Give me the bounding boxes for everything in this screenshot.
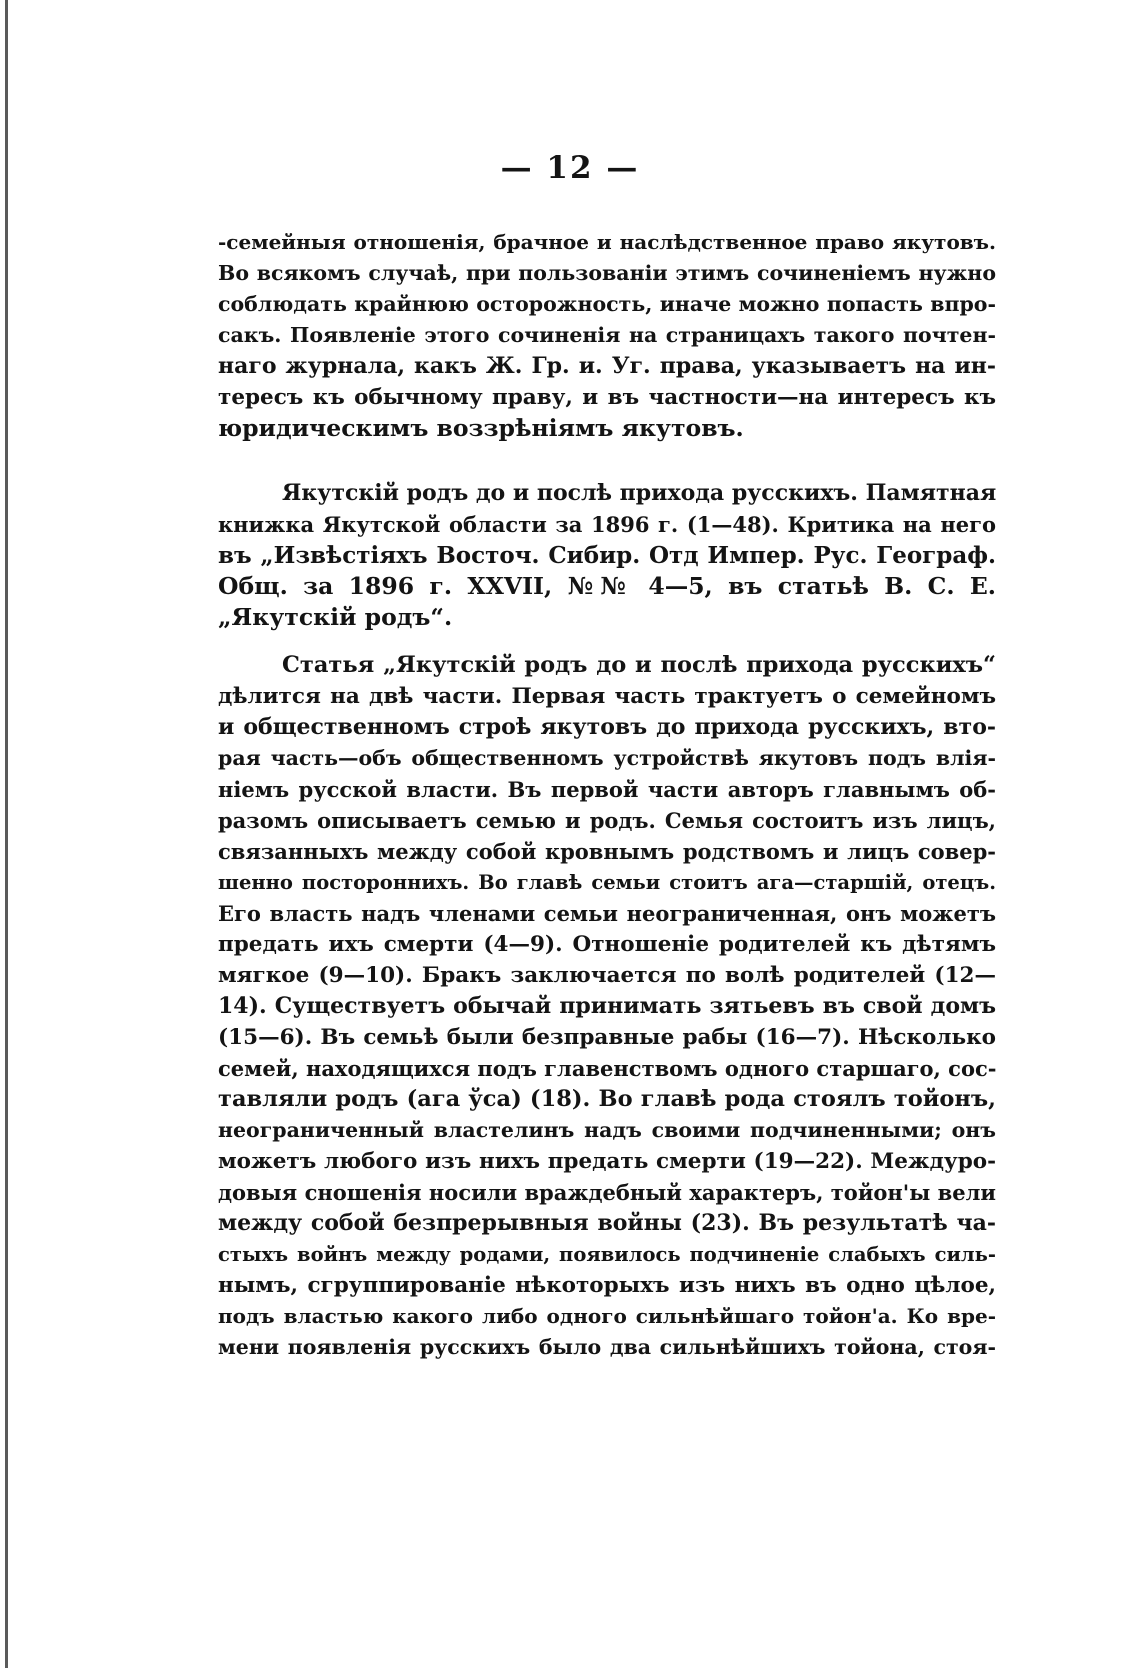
text-line: мягкое (9—10). Бракъ заключается по волѣ родителей (12— <box>218 963 996 988</box>
text-line: предать ихъ смерти (4—9). Отношеніе родителей къ дѣтямъ <box>218 932 996 957</box>
text-line: неограниченный властелинъ надъ своими подчиненными; онъ <box>218 1118 996 1142</box>
text-line: стыхъ войнъ между родами, появилось подчиненіе слабыхъ силь- <box>218 1243 996 1266</box>
text-line: мени появленія русскихъ было два сильнѣйшихъ тойона, стоя- <box>218 1335 996 1359</box>
text-line: тересъ къ обычному праву, и въ частности—на интересъ къ <box>218 385 996 410</box>
text-line: ніемъ русской власти. Въ первой части авторъ главнымъ об- <box>218 777 996 802</box>
text-line: книжка Якутской области за 1896 г. (1—48). Критика на него <box>218 512 996 537</box>
text-line: семей, находящихся подъ главенствомъ одного старшаго, сос- <box>218 1056 996 1081</box>
text-line: Статья „Якутскій родъ до и послѣ прихода русскихъ“ <box>282 652 996 678</box>
text-line: юридическимъ воззрѣніямъ якутовъ. <box>218 414 744 442</box>
text-line: подъ властью какого либо одного сильнѣйшаго тойон'а. Ко вре- <box>218 1304 996 1328</box>
text-line: (15—6). Въ семьѣ были безправные рабы (16—7). Нѣсколько <box>218 1025 996 1050</box>
bibliography-entry <box>218 478 996 633</box>
text-line: можетъ любого изъ нихъ предать смерти (19—22). Междуро- <box>218 1149 996 1174</box>
text-line: рая часть—объ общественномъ устройствѣ якутовъ подъ влія- <box>218 746 996 770</box>
page-number: — 12 — <box>500 150 640 186</box>
text-line: между собой безпрерывныя войны (23). Въ результатѣ ча- <box>218 1210 996 1236</box>
text-line: Его власть надъ членами семьи неограниченная, онъ можетъ <box>218 901 996 926</box>
text-line: и общественномъ строѣ якутовъ до прихода русскихъ, вто- <box>218 714 996 740</box>
text-line: Якутскій родъ до и послѣ прихода русскихъ. Памятная <box>282 480 996 506</box>
text-line: Во всякомъ случаѣ, при пользованіи этимъ сочиненіемъ нужно <box>218 261 996 285</box>
page-edge-rule <box>5 0 8 1668</box>
text-line: разомъ описываетъ семью и родъ. Семья состоитъ изъ лицъ, <box>218 808 996 833</box>
text-line: довыя сношенія носили враждебный характеръ, тойон'ы вели <box>218 1180 996 1205</box>
paragraph-continuation <box>218 227 996 444</box>
text-line: шенно постороннихъ. Во главѣ семьи стоитъ ага—старшій, отецъ. <box>218 871 996 894</box>
text-line: связанныхъ между собой кровнымъ родствомъ и лицъ совер- <box>218 839 996 864</box>
text-line: въ „Извѣстіяхъ Восточ. Сибир. Отд Импер. Рус. Географ. <box>218 542 996 569</box>
text-line: Общ. за 1896 г. XXVII, №№ 4—5, въ статьѣ В. С. Е. <box>218 572 996 600</box>
text-line: тавляли родъ (ага ўса) (18). Во главѣ рода стоялъ тойонъ, <box>218 1086 996 1112</box>
text-line: сакъ. Появленіе этого сочиненія на страницахъ такого почтен- <box>218 323 996 347</box>
text-line: соблюдать крайнюю осторожность, иначе можно попасть впро- <box>218 292 996 316</box>
article-summary-paragraph <box>218 650 996 1363</box>
text-line: „Якутскій родъ“. <box>218 603 453 631</box>
text-line: дѣлится на двѣ части. Первая часть трактуетъ о семейномъ <box>218 684 996 709</box>
text-line: -семейныя отношенія, брачное и наслѣдственное право якутовъ. <box>218 230 996 254</box>
text-line: 14). Существуетъ обычай принимать зятьевъ въ свой домъ <box>218 993 996 1019</box>
text-line: наго журнала, какъ Ж. Гр. и. Уг. права, указываетъ на ин- <box>218 353 996 379</box>
text-line: нымъ, сгруппированіе нѣкоторыхъ изъ нихъ въ одно цѣлое, <box>218 1273 996 1298</box>
